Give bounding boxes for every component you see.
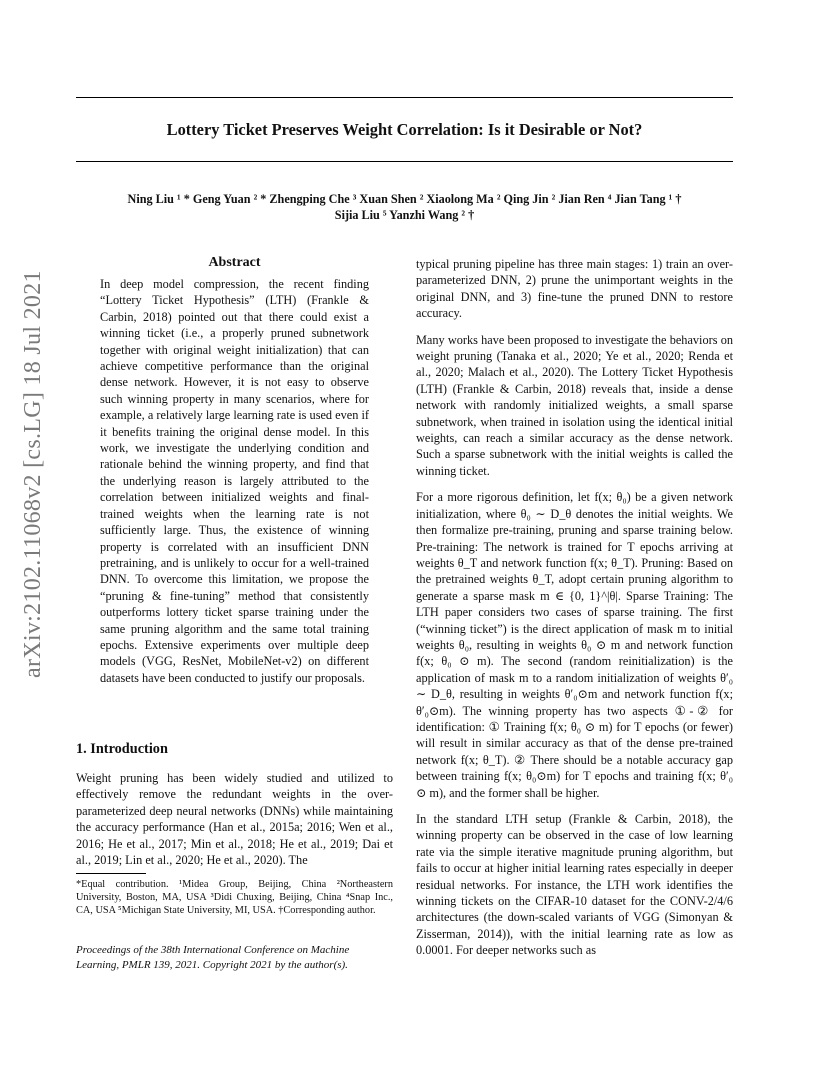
abstract-heading: Abstract: [208, 255, 261, 270]
top-rule: [76, 97, 733, 98]
arxiv-stamp: arXiv:2102.11068v2 [cs.LG] 18 Jul 2021: [20, 270, 46, 678]
title-bottom-rule: [76, 161, 733, 162]
paragraph-definition: For a more rigorous definition, let f(x; θ₀) be a given network initialization, where θ₀ ∼ D_θ denotes the initial weights. We then formalize pre-training, pruning and sparse training below. Pre-training: The network is trained for T epochs arriving at weights θ_T and network function f(x; θ_T). Pruning: Based on the pretrained weights θ_T, adopt certain pruning algorithm to generate a sparse mask m ∈ {0, 1}^|θ|. Sparse Training: The LTH paper considers two cases of sparse training. The first (“winning ticket”) is the direct application of mask m to initial weights θ₀, resulting in weights θ₀ ⊙ m and network function f(x; θ₀ ⊙ m). The second (random reinitialization) is the application of mask m to a random initialization of weights θ′₀ ∼ D_θ, resulting in weights θ′₀⊙m and network function f(x; θ′₀⊙m). The winning property has two aspects ①-② for identification: ① Training f(x; θ₀ ⊙ m) for T epochs (or fewer) will result in similar accuracy as that of the dense pre-trained network f(x; θ_T). ② There should be a notable accuracy gap between training f(x; θ₀⊙m) for T epochs and training f(x; θ′₀ ⊙ m), and the former shall be higher.: [416, 490, 733, 800]
paragraph-related-works: Many works have been proposed to investigate the behaviors on weight pruning (Tanaka et al., 2020; Ye et al., 2020; Renda et al., 2020; Malach et al., 2020). The Lottery Ticket Hypothesis (LTH) (Frankle & Carbin, 2018) reveals that, inside a dense network with randomly initialized weights, a small sparse subnetwork, when trained in isolation using the identical initial weights, can reach a similar accuracy as the dense network. Such a sparse subnetwork with the initial weights is called the winning ticket.: [416, 332, 733, 478]
footnote-rule: [76, 873, 146, 874]
right-column: [416, 256, 733, 969]
paragraph-lth-setup: In the standard LTH setup (Frankle & Carbin, 2018), the winning property can be observed in the case of low learning rate via the simple iterative magnitude pruning algorithm, but fails to occur at higher initial learning rates especially in deeper residual networks. For instance, the LTH work identifies the winning tickets on the CIFAR-10 dataset for the CONV-2/4/6 architectures (the down-scaled variants of VGG (Simonyan & Zisserman, 2014)), with the initial learning rate as low as 0.0001. For deeper networks such as: [416, 812, 733, 958]
section-heading-introduction: 1. Introduction: [76, 741, 168, 757]
abstract-text: In deep model compression, the recent finding “Lottery Ticket Hypothesis” (LTH) (Frankle & Carbin, 2018) pointed out that there could exist a winning ticket (i.e., a properly pruned subnetwork together with original weight initialization) that can achieve competitive performance than the original dense network. However, it is not easy to observe such winning property in many scenarios, where for example, a relatively large learning rate is used even if it benefits training the original dense model. In this work, we investigate the underlying condition and rationale behind the winning property, and find that the underlying reason is largely attributed to the correlation between initialized weights and final-trained weights when the learning rate is not sufficiently large. Thus, the existence of winning property is correlated with an insufficient DNN pretraining, and is unlikely to occur for a well-trained DNN. To overcome this limitation, we propose the “pruning & fine-tuning” method that consistently outperforms lottery ticket sparse training under the same pruning algorithm and the same total training epochs. Extensive experiments over multiple deep models (VGG, ResNet, MobileNet-v2) on different datasets have been conducted to justify our proposals.: [100, 277, 369, 685]
intro-paragraph: Weight pruning has been widely studied and utilized to effectively remove the redundant weights in the over-parameterized deep neural networks (DNNs) while maintaining the accuracy performance (Han et al., 2015a; 2016; Wen et al., 2016; He et al., 2017; Min et al., 2018; He et al., 2019; Dai et al., 2019; Lin et al., 2020; He et al., 2020). The: [76, 771, 393, 868]
paragraph-pruning-pipeline: typical pruning pipeline has three main stages: 1) train an over-parameterized DNN, 2) prune the unimportant weights in the original DNN, and 3) fine-tune the pruned DNN to restore accuracy.: [416, 257, 733, 321]
author-line-1: Ning Liu ¹ * Geng Yuan ² * Zhengping Che ³ Xuan Shen ² Xiaolong Ma ² Qing Jin ² Jian Ren ⁴ Jian Tang ¹ †: [127, 192, 682, 206]
paper-title: Lottery Ticket Preserves Weight Correlation: Is it Desirable or Not?: [166, 120, 643, 139]
abstract-section: [76, 254, 393, 686]
footnotes: *Equal contribution. ¹Midea Group, Beijing, China ²Northeastern University, Boston, MA, USA ³Didi Chuxing, Beijing, China ⁴Snap Inc., CA, USA ⁵Michigan State University, MI, USA. †Corresponding author.: [76, 879, 393, 916]
proceedings-note: Proceedings of the 38th International Conference on Machine Learning, PMLR 139, 2021. Copyright 2021 by the author(s).: [76, 944, 350, 971]
introduction-section: [76, 740, 393, 868]
author-line-2: Sijia Liu ⁵ Yanzhi Wang ² †: [334, 208, 475, 222]
